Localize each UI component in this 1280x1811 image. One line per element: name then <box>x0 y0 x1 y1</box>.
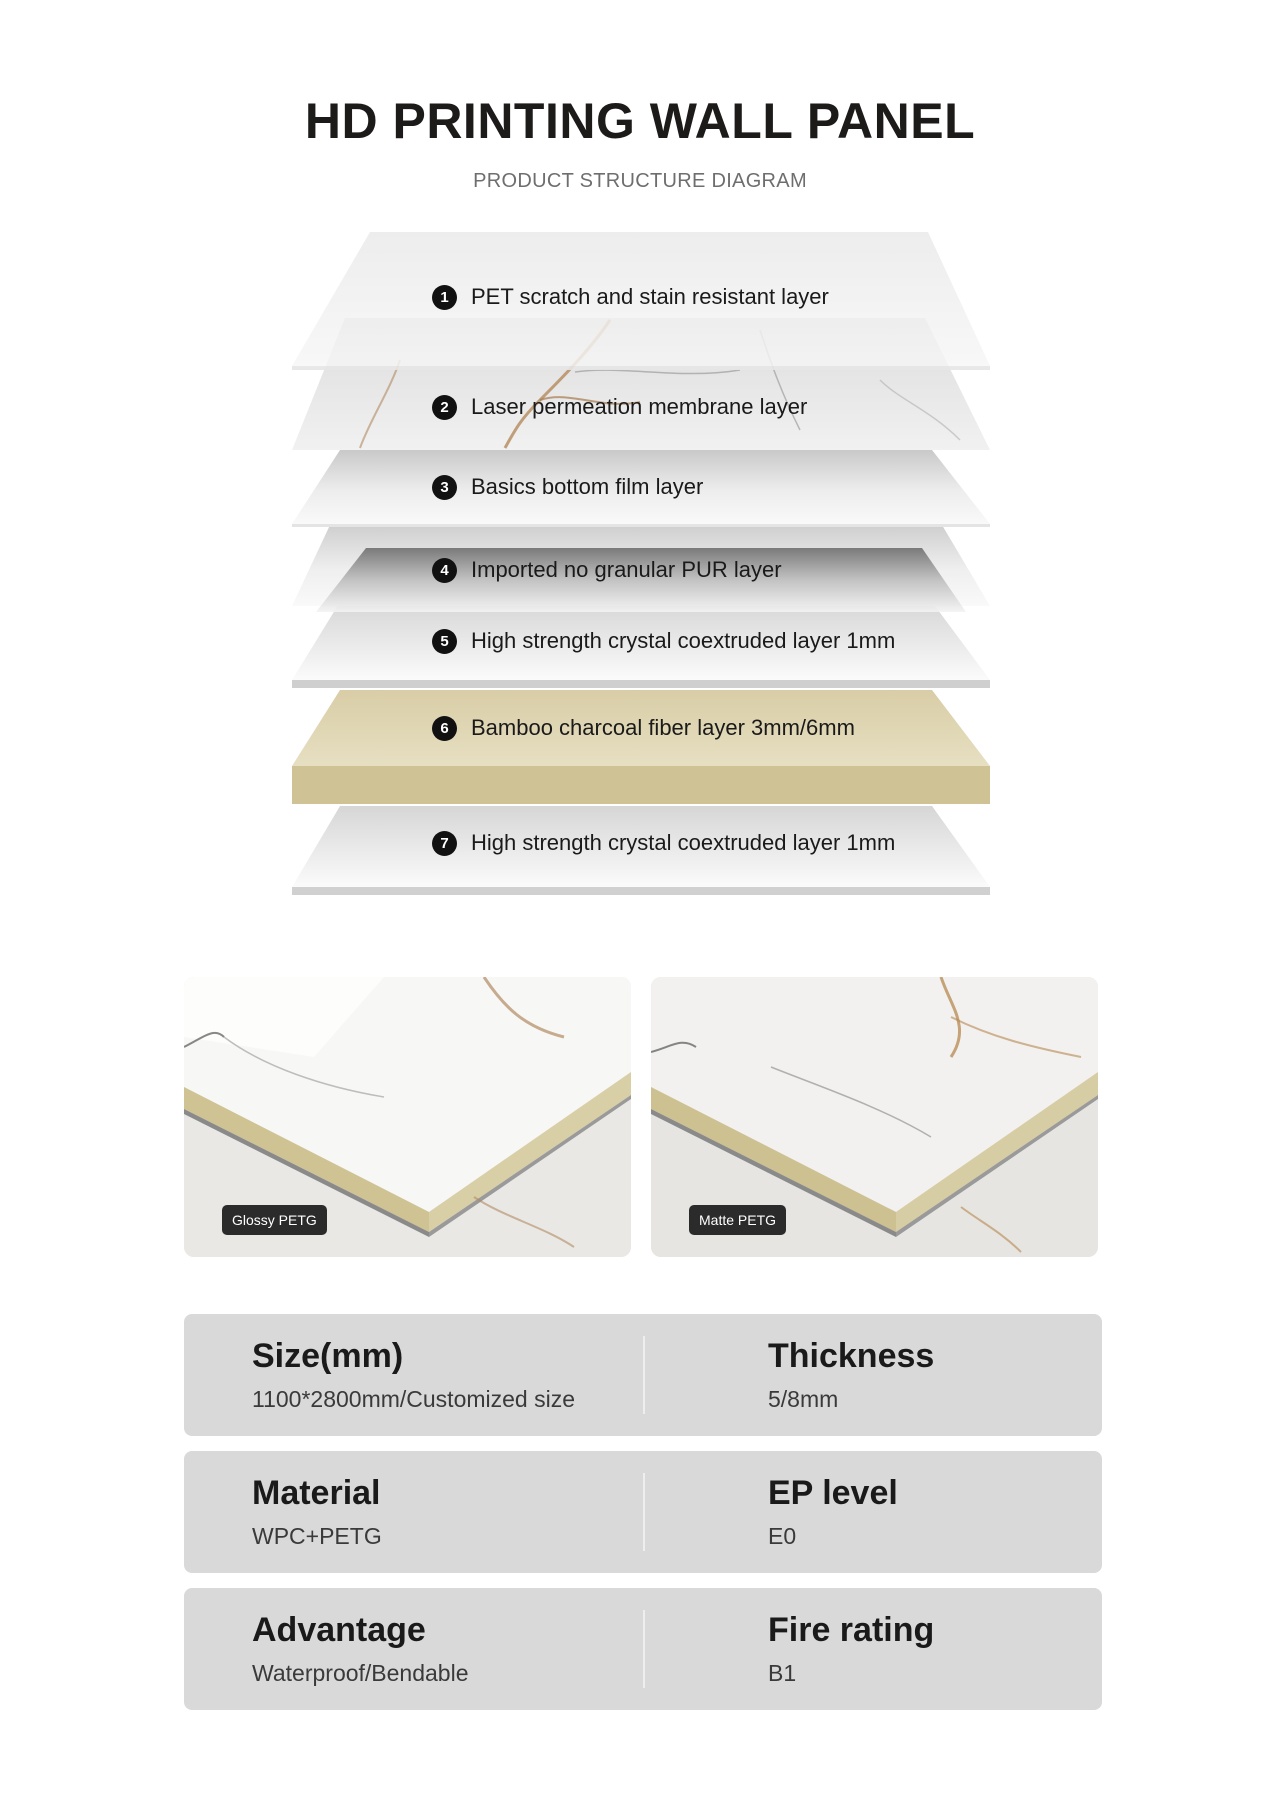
spec-fire-rating <box>768 1608 934 1688</box>
spec-row-size-thickness <box>184 1314 1102 1436</box>
spec-heading: Material <box>252 1474 381 1512</box>
layer-6-shape <box>292 690 990 804</box>
layer-label-1 <box>432 282 829 312</box>
layer-text-4: Imported no granular PUR layer <box>471 557 782 582</box>
layer-text-2: Laser permeation membrane layer <box>471 394 808 419</box>
page-title: HD PRINTING WALL PANEL <box>304 93 976 149</box>
layer-text-5: High strength crystal coextruded layer 1mm <box>471 628 896 653</box>
layer-number-3: 3 <box>432 475 457 500</box>
layer-label-6 <box>432 713 855 743</box>
layer-label-7 <box>432 828 895 858</box>
spec-divider <box>643 1610 645 1688</box>
layer-number-6: 6 <box>432 716 457 741</box>
layer-label-3 <box>432 472 703 502</box>
layer-text-1: PET scratch and stain resistant layer <box>471 284 829 309</box>
layer-number-2: 2 <box>432 395 457 420</box>
matte-petg-tag: Matte PETG <box>689 1205 786 1235</box>
spec-divider <box>643 1473 645 1551</box>
spec-heading: Thickness <box>768 1337 935 1375</box>
spec-thickness <box>768 1334 934 1414</box>
spec-material <box>252 1471 382 1551</box>
spec-value: 1100*2800mm/Customized size <box>252 1386 576 1412</box>
layer-number-7: 7 <box>432 831 457 856</box>
layer-label-4 <box>432 555 782 585</box>
spec-value: 5/8mm <box>768 1386 839 1412</box>
layer-label-2 <box>432 392 807 422</box>
spec-divider <box>643 1336 645 1414</box>
spec-row-advantage-fire <box>184 1588 1102 1710</box>
layer-text-7: High strength crystal coextruded layer 1mm <box>471 830 896 855</box>
spec-heading: EP level <box>768 1474 898 1512</box>
spec-value: Waterproof/Bendable <box>252 1660 469 1686</box>
spec-heading: Advantage <box>252 1611 426 1649</box>
matte-panel-photo <box>651 977 1098 1257</box>
layer-number-5: 5 <box>432 629 457 654</box>
glossy-petg-tag: Glossy PETG <box>222 1205 327 1235</box>
layer-text-3: Basics bottom film layer <box>471 474 704 499</box>
glossy-panel-photo <box>184 977 631 1257</box>
spec-value: WPC+PETG <box>252 1523 382 1549</box>
layer-number-1: 1 <box>432 285 457 310</box>
spec-heading: Fire rating <box>768 1611 935 1649</box>
spec-ep-level <box>768 1471 898 1551</box>
page-subtitle: PRODUCT STRUCTURE DIAGRAM <box>473 170 807 192</box>
spec-size <box>252 1334 575 1414</box>
layer-text-6: Bamboo charcoal fiber layer 3mm/6mm <box>471 715 855 740</box>
spec-advantage <box>252 1608 469 1688</box>
spec-value: B1 <box>768 1660 797 1686</box>
layer-label-5 <box>432 626 895 656</box>
spec-row-material-ep <box>184 1451 1102 1573</box>
spec-value: E0 <box>768 1523 797 1549</box>
spec-heading: Size(mm) <box>252 1337 404 1375</box>
layer-number-4: 4 <box>432 558 457 583</box>
